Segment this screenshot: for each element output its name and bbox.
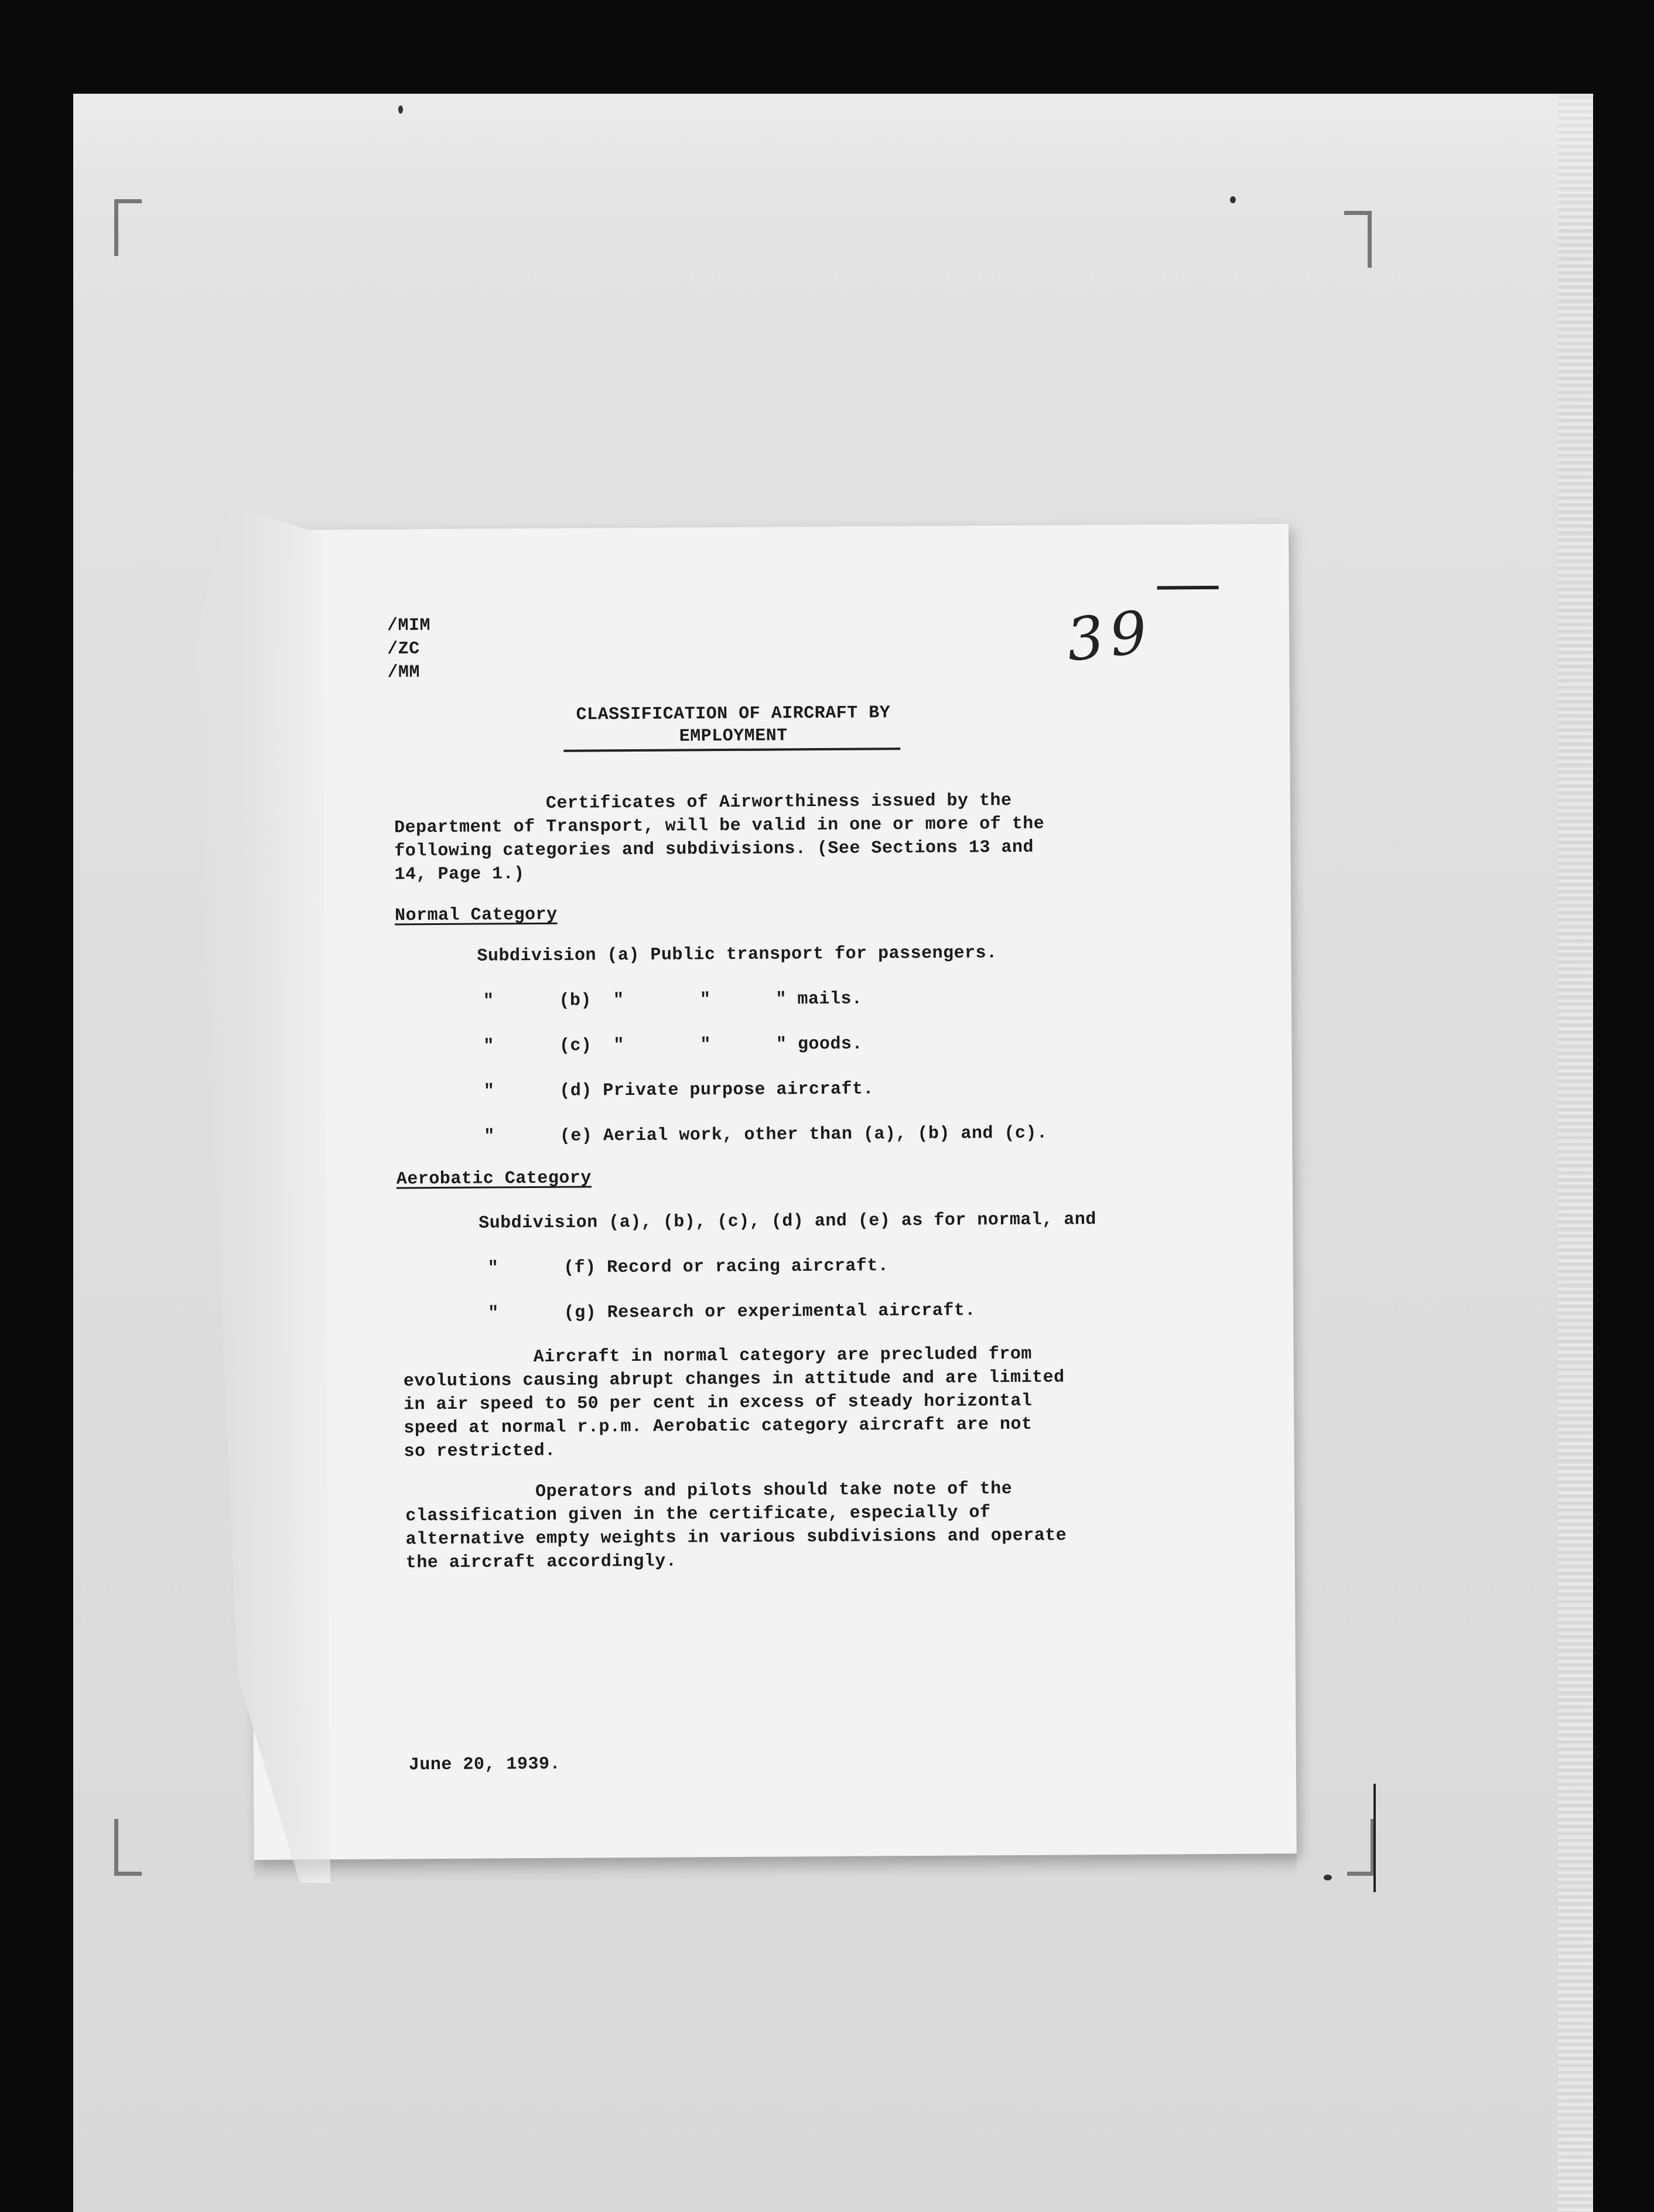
dust-speck [398,105,403,114]
aerobatic-subdivision-f: " (f) Record or racing aircraft. [487,1256,889,1279]
routing-initials: /MIM /ZC /MM [387,616,431,683]
title-underline [563,747,900,752]
intro-paragraph: Certificates of Airworthiness issued by the Department of Transport, will be valid in one or more of the following categories and subdivisions. (See Sections 13 and 14, Page 1.) [394,791,1045,885]
handwritten-page-number: 39 [1063,597,1157,675]
document-title [563,702,903,749]
aerobatic-subdivision-g: " (g) Research or experimental aircraft. [488,1300,976,1324]
crop-mark-top-right [1344,211,1372,268]
title-line-1: CLASSIFICATION OF AIRCRAFT BY [576,703,891,725]
normal-restrictions-paragraph: Aircraft in normal category are precluded from evolutions causing abrupt changes in attitude and are limited in air speed to 50 per cent in excess of steady horizontal speed at normal r.p.m. Aerobatic category aircraft are not so restricted. [403,1344,1065,1462]
normal-subdivision-d: " (d) Private purpose aircraft. [483,1079,874,1102]
crop-mark-bottom-right [1347,1819,1375,1876]
document-page [246,524,1297,1860]
dust-speck [1230,196,1236,203]
film-scratch-mark [1373,1784,1376,1892]
film-edge [1558,94,1593,2212]
document-date: June 20, 1939. [408,1754,561,1776]
dust-speck [1324,1875,1332,1880]
normal-subdivision-a: Subdivision (a) Public transport for passengers. [477,943,997,967]
aerobatic-subdivision-intro: Subdivision (a), (b), (c), (d) and (e) as for normal, and [479,1210,1096,1234]
handwritten-dash [1157,586,1219,590]
crop-mark-top-left [114,199,142,256]
normal-category-heading: Normal Category [394,904,558,926]
crop-mark-bottom-left [114,1819,142,1876]
operators-paragraph: Operators and pilots should take note of the classification given in the certificate, especially of alternative empty weights in various subdivisions and operate the aircraft accordingly. [405,1479,1067,1573]
title-line-2: EMPLOYMENT [679,726,788,747]
normal-subdivision-b: " (b) " " " mails. [483,989,863,1012]
normal-subdivision-e: " (e) Aerial work, other than (a), (b) and (c). [484,1123,1048,1147]
aerobatic-category-heading: Aerobatic Category [396,1168,592,1190]
normal-subdivision-c: " (c) " " " goods. [483,1034,863,1057]
